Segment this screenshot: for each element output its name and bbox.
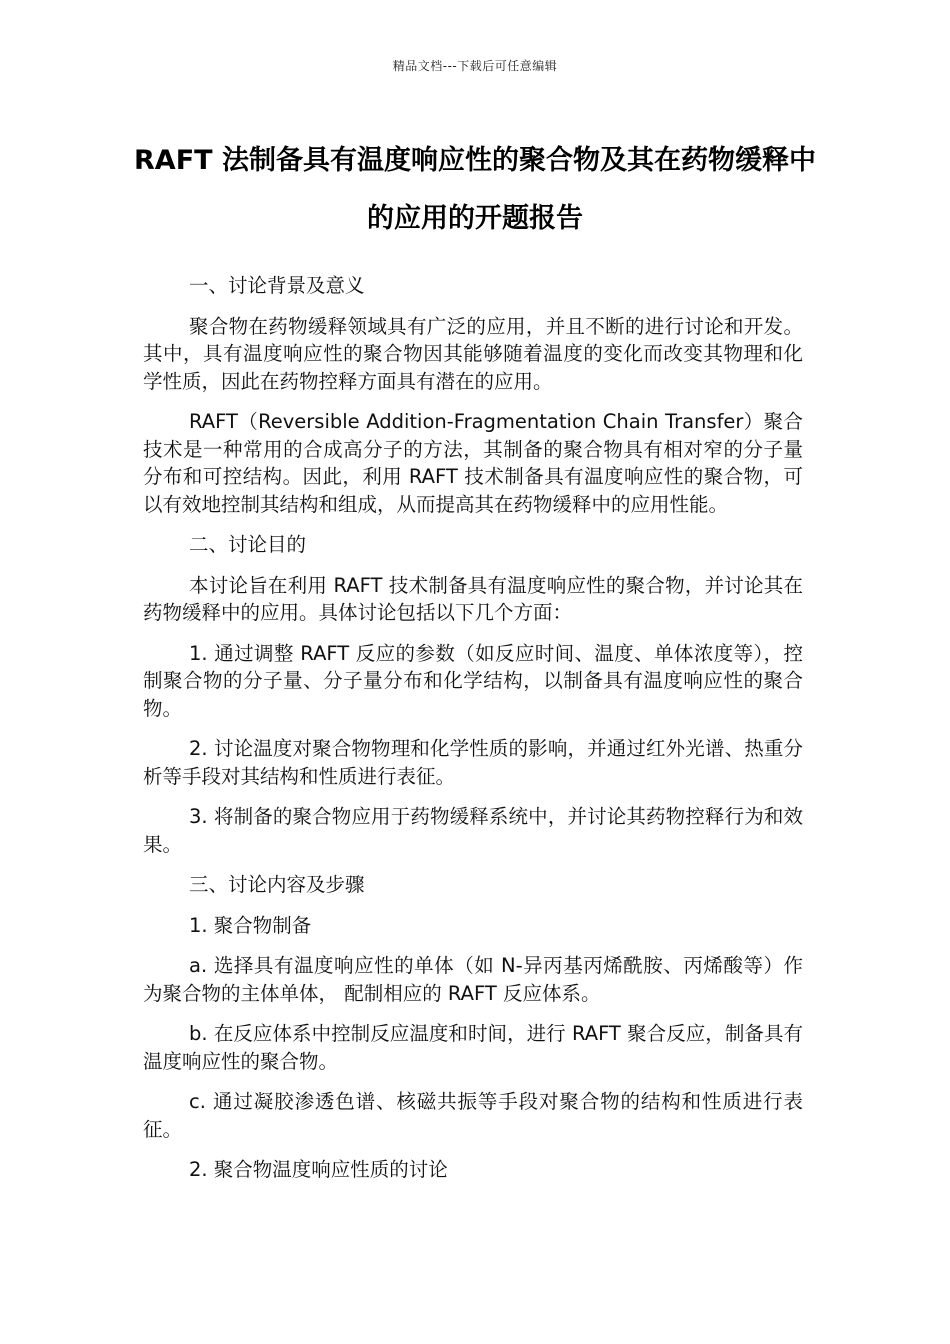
subheading-temperature-response: 2. 聚合物温度响应性质的讨论 bbox=[189, 1158, 448, 1181]
section-heading-purpose: 二、讨论目的 bbox=[189, 533, 307, 556]
list-item-purpose-2: 2. 讨论温度对聚合物物理和化学性质的影响，并通过红外光谱、热重分析等手段对其结构和性质进行表征。 bbox=[143, 737, 803, 788]
list-item-step-b: b. 在反应体系中控制反应温度和时间，进行 RAFT 聚合反应，制备具有温度响应性的聚合物。 bbox=[143, 1022, 803, 1073]
list-item-step-c: c. 通过凝胶渗透色谱、核磁共振等手段对聚合物的结构和性质进行表征。 bbox=[143, 1090, 803, 1141]
paragraph-purpose-intro: 本讨论旨在利用 RAFT 技术制备具有温度响应性的聚合物，并讨论其在药物缓释中的应用。具体讨论包括以下几个方面： bbox=[143, 573, 803, 624]
list-item-purpose-1: 1. 通过调整 RAFT 反应的参数（如反应时间、温度、单体浓度等），控制聚合物的分子量、分子量分布和化学结构，以制备具有温度响应性的聚合物。 bbox=[143, 641, 803, 720]
header-note: 精品文档---下载后可任意编辑 bbox=[392, 59, 558, 73]
document-body bbox=[143, 272, 803, 1197]
subheading-polymer-preparation: 1. 聚合物制备 bbox=[189, 913, 312, 937]
list-item-purpose-3: 3. 将制备的聚合物应用于药物缓释系统中，并讨论其药物控释行为和效果。 bbox=[143, 805, 803, 856]
list-item-step-a: a. 选择具有温度响应性的单体（如 N-异丙基丙烯酰胺、丙烯酸等）作为聚合物的主体单体， 配制相应的 RAFT 反应体系。 bbox=[143, 954, 803, 1005]
paragraph-background-2: RAFT（Reversible Addition-Fragmentation Chain Transfer）聚合技术是一种常用的合成高分子的方法，其制备的聚合物具有相对窄的分子量分布和可控结构。因此，利用 RAFT 技术制备具有温度响应性的聚合物，可以有效地控制其结构和组成，从而提高其在药物缓释中的应用性能。 bbox=[143, 410, 803, 516]
document-title: RAFT 法制备具有温度响应性的聚合物及其在药物缓释中的应用的开题报告 bbox=[134, 145, 816, 234]
section-heading-background: 一、讨论背景及意义 bbox=[189, 274, 365, 297]
paragraph-background-1: 聚合物在药物缓释领域具有广泛的应用，并且不断的进行讨论和开发。其中，具有温度响应性的聚合物因其能够随着温度的变化而改变其物理和化学性质，因此在药物控释方面具有潜在的应用。 bbox=[143, 314, 803, 393]
section-heading-content: 三、讨论内容及步骤 bbox=[189, 873, 365, 896]
